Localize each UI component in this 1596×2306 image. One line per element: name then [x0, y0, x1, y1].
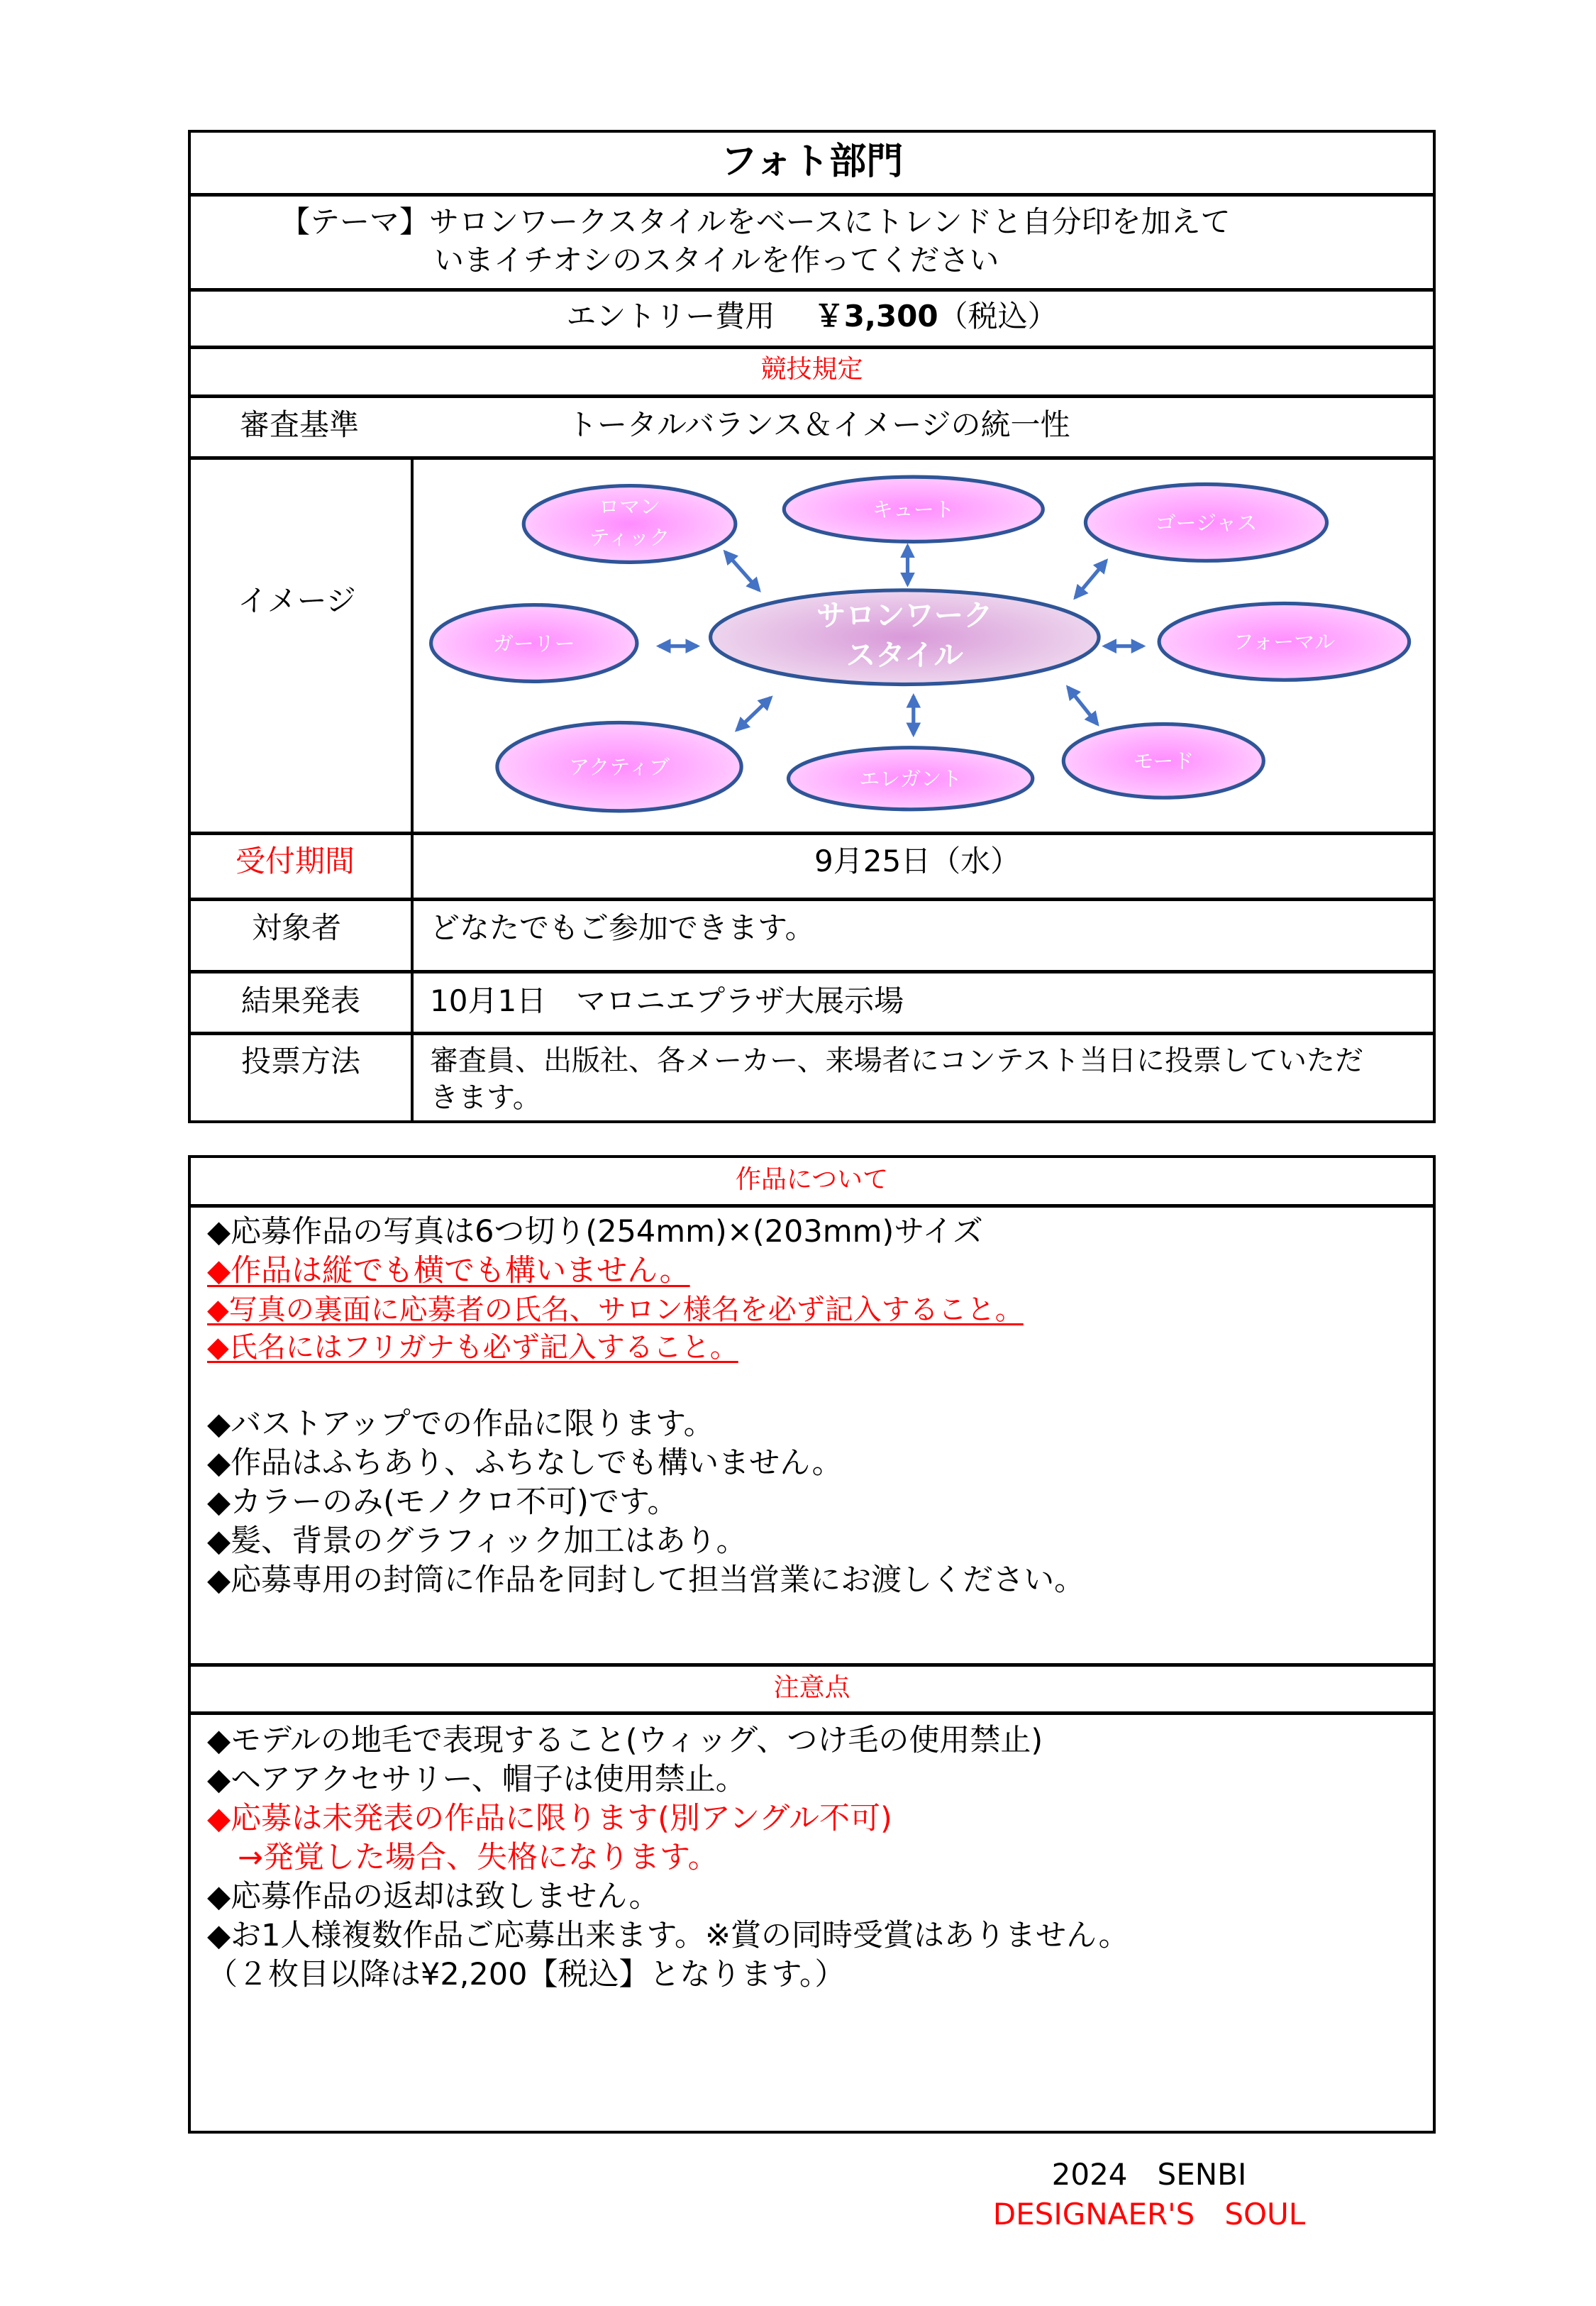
- footer-year-brand: 2024 SENBI: [1051, 2157, 1247, 2192]
- divider: [188, 1711, 1436, 1715]
- theme-line-1: 【テーマ】サロンワークスタイルをベースにトレンドと自分印を加えて: [280, 204, 1231, 239]
- rules-heading: 競技規定: [760, 355, 863, 384]
- footer-designers-soul: DESIGNAER'S SOUL: [992, 2197, 1306, 2231]
- notes-item: ◆お1人様複数作品ご応募出来ます。※賞の同時受賞はありません。: [207, 1918, 1129, 1953]
- divider: [188, 1663, 1436, 1667]
- entry-fee-price: ￥3,300: [814, 299, 938, 333]
- notes-item-important: ◆応募は未発表の作品に限ります(別アングル不可): [207, 1801, 892, 1836]
- results-value: 10月1日 マロニエプラザ大展示場: [430, 983, 904, 1018]
- label-girly: ガーリー: [492, 631, 575, 656]
- works-item: ◆応募作品の写真は6つ切り(254mm)×(203mm)サイズ: [207, 1214, 983, 1249]
- arrow-gorgeous: [1075, 561, 1107, 597]
- target-value: どなたでもご参加できます。: [430, 910, 815, 945]
- theme-line-2: いまイチオシのスタイルを作ってください: [434, 243, 999, 277]
- notes-item: ◆ヘアアクセサリー、帽子は使用禁止。: [207, 1762, 746, 1797]
- reception-label: 受付期間: [235, 844, 355, 878]
- criteria-label: 審査基準: [240, 407, 360, 442]
- label-center-2: スタイル: [846, 638, 963, 673]
- image-label: イメージ: [238, 583, 356, 618]
- notes-heading: 注意点: [773, 1673, 850, 1702]
- results-label: 結果発表: [241, 983, 361, 1018]
- label-center-1: サロンワーク: [816, 598, 993, 633]
- notes-item: ◆モデルの地毛で表現すること(ウィッグ、つけ毛の使用禁止): [207, 1723, 1043, 1758]
- label-gorgeous: ゴージャス: [1155, 510, 1258, 535]
- works-item: ◆髪、背景のグラフィック加工はあり。: [207, 1523, 747, 1559]
- label-romantic-1: ロマン: [599, 494, 661, 519]
- notes-item: ◆応募作品の返却は致しません。: [207, 1879, 660, 1914]
- arrow-mode: [1068, 688, 1097, 724]
- works-item: ◆バストアップでの作品に限ります。: [207, 1406, 714, 1442]
- label-romantic-2: ティック: [589, 525, 670, 550]
- entry-fee-label: エントリー費用: [566, 299, 775, 333]
- works-item: ◆カラーのみ(モノクロ不可)です。: [207, 1484, 678, 1520]
- voting-line-2: きます。: [430, 1081, 541, 1114]
- notes-item-important: →発覚した場合、失格になります。: [207, 1840, 719, 1875]
- works-item: ◆応募専用の封筒に作品を同封して担当営業にお渡しください。: [207, 1562, 1085, 1598]
- label-formal: フォーマル: [1233, 629, 1336, 654]
- label-mode: モード: [1133, 749, 1195, 773]
- works-item: ◆作品はふちあり、ふちなしでも構いません。: [207, 1445, 843, 1481]
- voting-line-1: 審査員、出版社、各メーカー、来場者にコンテスト当日に投票していただ: [430, 1044, 1363, 1077]
- divider: [188, 1204, 1436, 1208]
- entry-fee-tax: （税込）: [938, 299, 1058, 333]
- voting-label: 投票方法: [241, 1044, 361, 1078]
- arrow-active: [737, 697, 771, 730]
- label-active: アクティブ: [569, 755, 670, 780]
- notes-item: （２枚目以降は¥2,200【税込】となります。）: [207, 1957, 846, 1992]
- target-label: 対象者: [252, 910, 342, 945]
- works-item-important: ◆氏名にはフリガナも必ず記入すること。: [207, 1331, 738, 1364]
- criteria-value: トータルバランス＆イメージの統一性: [567, 407, 1070, 442]
- reception-value: 9月25日（水）: [814, 844, 1021, 878]
- works-item-important: ◆作品は縦でも横でも構いません。: [207, 1253, 690, 1289]
- label-elegant: エレガント: [859, 766, 963, 791]
- works-heading: 作品について: [735, 1165, 889, 1194]
- works-item-important: ◆写真の裏面に応募者の氏名、サロン様名を必ず記入すること。: [207, 1293, 1024, 1326]
- page-title: フォト部門: [720, 140, 904, 183]
- label-cute: キュート: [872, 497, 955, 522]
- arrow-romantic: [725, 552, 759, 590]
